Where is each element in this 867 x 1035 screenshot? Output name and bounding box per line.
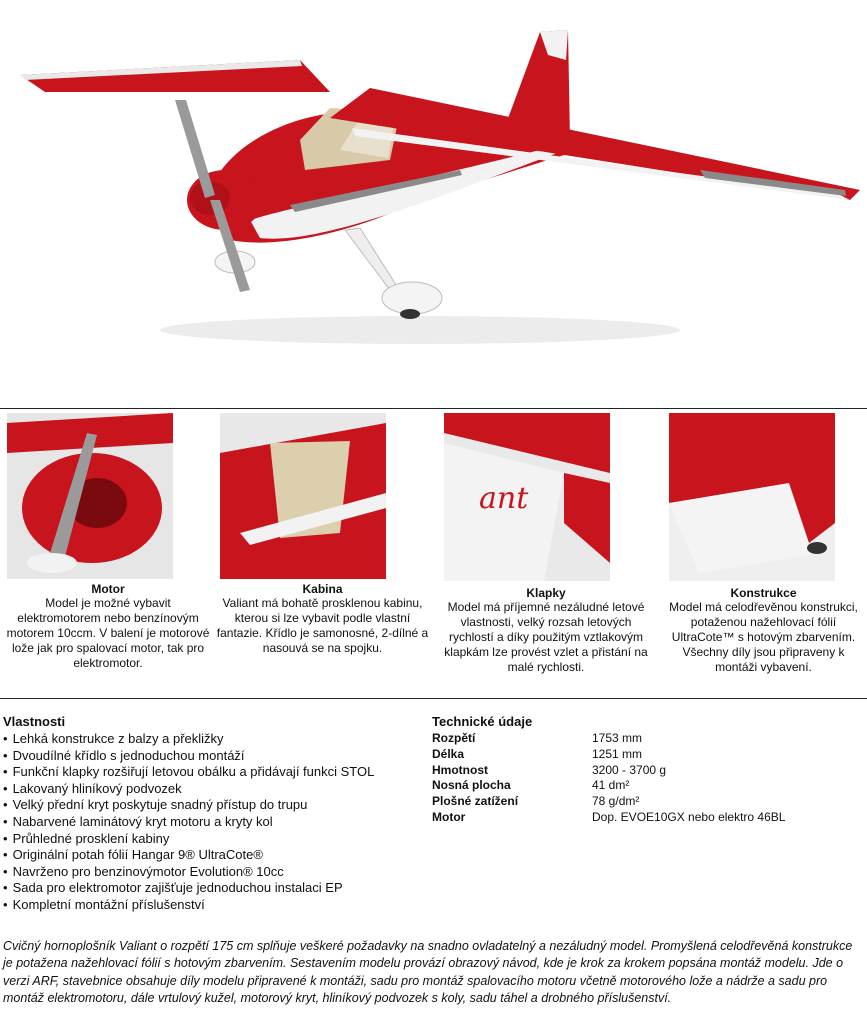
divider-top: [0, 408, 867, 409]
flaps-photo: [444, 413, 610, 581]
list-item: • Průhledné prosklení kabiny: [3, 831, 374, 848]
feature-motor: [3, 413, 213, 671]
spec-label: Hmotnost: [432, 762, 488, 777]
spec-label: Motor: [432, 809, 466, 824]
list-item: • Kompletní montážní příslušenství: [3, 897, 374, 914]
airplane-hero-image: [0, 0, 867, 400]
svg-text:ant: ant: [479, 481, 529, 516]
cabin-photo: [220, 413, 386, 579]
list-item: • Nabarvené laminátový kryt motoru a kryty kol: [3, 814, 374, 831]
construction-photo: [669, 413, 835, 581]
feature-title: Motor: [91, 582, 125, 596]
feature-kabina: [215, 413, 430, 656]
specs-heading: Technické údaje: [432, 714, 533, 729]
feature-text: Model má celodřevěnou konstrukci, potaženou nažehlovací fólií UltraCote™ s hotovým zbarvením. Všechny díly jsou připraveny k montáži vybavení.: [669, 600, 858, 674]
description-paragraph: Cvičný hornoplošník Valiant o rozpětí 175 cm splňuje veškeré požadavky na snadno ovladatelný a nezáludný model. Promyšlená celodřevěná konstrukce je potažena nažehlovací fólií s hotovým zbarvením. Sestavením modelu provází obrazový návod, kde je krok za krokem popsána montáž modelu. Jde o verzi ARF, stavebnice obsahuje díly modelu připravené k montáži, sadu pro montáž spalovacího motoru včetně motorového lože a nádrže a sadu pro montáž elektromotoru, dále vrtulový kužel, motorový kryt, hliníkový podvozek s koly, sadu táhel a drobného příslušenství.: [3, 939, 853, 1006]
list-item: • Lehká konstrukce z balzy a překližky: [3, 731, 374, 748]
feature-text: Model má příjemné nezáludné letové vlastnosti, velký rozsah letových rychlostí a díky použitým vztlakovým klapkám lze provést vzlet a přistání na malé rychlosti.: [444, 600, 648, 674]
list-item: • Funkční klapky rozšiřují letovou obálku a přidávají funkci STOL: [3, 764, 374, 781]
spec-value: Dop. EVOE10GX nebo elektro 46BL: [592, 809, 786, 824]
spec-row: [432, 747, 785, 763]
spec-row: [432, 763, 785, 779]
feature-konstrukce: [660, 413, 867, 675]
list-item: • Sada pro elektromotor zajišťuje jednoduchou instalaci EP: [3, 880, 374, 897]
spec-value: 78 g/dm²: [592, 794, 640, 809]
spec-label: Rozpětí: [432, 731, 476, 745]
feature-text: Model je možné vybavit elektromotorem nebo benzínovým motorem 10ccm. V balení je motorové lože jak pro spalovací motor, tak pro elektromotor.: [6, 596, 210, 670]
spec-value: 1251 mm: [592, 746, 643, 761]
spec-value: 3200 - 3700 g: [592, 762, 667, 777]
divider-middle: [0, 698, 867, 699]
feature-title: Konstrukce: [730, 586, 797, 600]
properties-list: [3, 731, 374, 914]
spec-label: Délka: [432, 746, 465, 761]
list-item: • Navrženo pro benzinovýmotor Evolution® 10cc: [3, 864, 374, 881]
feature-text: Valiant má bohatě prosklenou kabinu, kterou si lze vybavit podle vlastní fantazie. Křídlo je samonosné, 2-dílné a nasouvá se na spojku.: [216, 596, 429, 655]
feature-klapky: [440, 413, 652, 675]
spec-row: [432, 794, 785, 810]
spec-label: Nosná plocha: [432, 778, 511, 793]
spec-row: [432, 810, 785, 826]
specs-table: [432, 731, 785, 826]
spec-value: 1753 mm: [592, 731, 643, 745]
spec-value: 41 dm²: [592, 778, 630, 793]
list-item: • Lakovaný hliníkový podvozek: [3, 781, 374, 798]
list-item: • Originální potah fólií Hangar 9® UltraCote®: [3, 847, 374, 864]
list-item: • Velký přední kryt poskytuje snadný přístup do trupu: [3, 797, 374, 814]
spec-row: [432, 778, 785, 794]
properties-heading: Vlastnosti: [3, 714, 66, 729]
spec-row: [432, 731, 785, 747]
feature-title: Kabina: [302, 582, 343, 596]
list-item: • Dvoudílné křídlo s jednoduchou montáží: [3, 748, 374, 765]
motor-photo: [7, 413, 173, 579]
feature-title: Klapky: [526, 586, 566, 600]
spec-label: Plošné zatížení: [432, 794, 519, 809]
